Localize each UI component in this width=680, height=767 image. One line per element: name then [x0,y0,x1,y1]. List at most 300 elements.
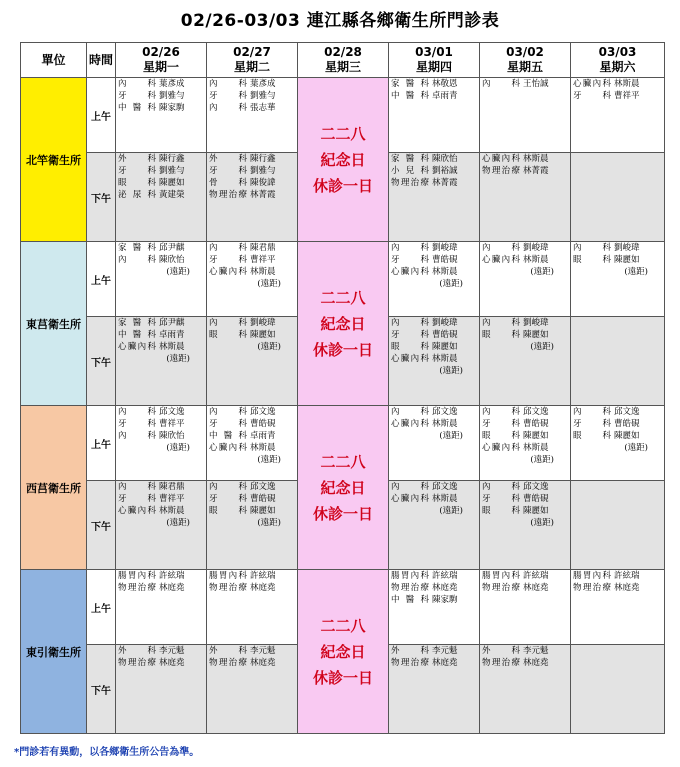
doctor-entry [207,505,297,517]
department: 外 科 [482,646,520,656]
department: 內 科 [209,407,247,417]
doctor-name: 林庭堯 [614,583,640,593]
schedule-cell [389,242,480,317]
doctor-name: 陳麗如 [523,506,549,516]
department: 內 科 [209,318,247,328]
department: 外 科 [209,646,247,656]
department: 內 科 [482,482,520,492]
doctor-name: 葉彥成 [159,79,185,89]
department: 外 科 [118,154,156,164]
holiday-text: 休診一日 [312,340,373,359]
doctor-name: 林斯晨 [250,267,276,277]
doctor-name: 李元魁 [523,646,549,656]
doctor-entry [480,242,570,254]
doctor-entry [480,505,570,517]
doctor-entry [389,242,479,254]
schedule-cell [207,570,298,645]
doctor-entry [389,266,479,278]
doctor-entry [389,78,479,90]
day-header [480,43,571,78]
department: 內 科 [118,407,156,417]
department: 物 理 治 療 [482,583,520,593]
doctor-entry [389,254,479,266]
doctor-name: 陳行鑫 [250,154,276,164]
department: 物 理 治 療 [209,583,247,593]
department: 物 理 治 療 [573,583,611,593]
schedule-cell [571,481,665,570]
doctor-entry [207,317,297,329]
doctor-name: 陳麗如 [432,342,458,352]
time-slot-label: 下午 [87,153,116,242]
schedule-cell [480,242,571,317]
doctor-name: 林斯晨 [159,506,185,516]
schedule-cell [480,153,571,242]
department: 牙 科 [118,494,156,504]
department: 牙 科 [209,419,247,429]
holiday-cell [298,78,389,242]
holiday-text: 休診一日 [312,668,373,687]
doctor-entry [207,442,297,454]
department: 內 科 [482,79,520,89]
page-title: 02/26-03/03 連江縣各鄉衛生所門診表 [180,11,500,31]
doctor-entry [389,570,479,582]
doctor-name: 劉雅勻 [250,166,276,176]
doctor-name: 陳家駒 [432,595,458,605]
unit-name: 東引衛生所 [21,570,87,734]
doctor-entry [207,102,297,114]
doctor-name: 邱文逸 [250,407,276,417]
department: 內 科 [118,482,156,492]
holiday-text: 二二八 [320,288,366,307]
department: 心 臟 內 科 [118,342,156,352]
schedule-cell [207,78,298,153]
department: 物 理 治 療 [209,658,247,668]
schedule-cell [116,242,207,317]
doctor-entry [571,254,664,266]
doctor-entry [116,418,206,430]
schedule-cell [480,570,571,645]
day-header [116,43,207,78]
doctor-entry [116,78,206,90]
department: 中 醫 科 [118,330,156,340]
remote-note: (遠距) [166,354,190,364]
holiday-text: 休診一日 [312,176,373,195]
doctor-name: 曹皓硯 [523,494,549,504]
time-slot-label: 下午 [87,481,116,570]
doctor-entry [389,645,479,657]
unit-name: 西莒衛生所 [21,406,87,570]
doctor-name: 林斯晨 [614,79,640,89]
doctor-name: 曹皓硯 [250,494,276,504]
doctor-name: 黃建榮 [159,190,185,200]
remote-note: (遠距) [257,455,281,465]
schedule-cell [389,570,480,645]
doctor-entry [389,582,479,594]
department: 牙 科 [209,255,247,265]
schedule-cell [480,78,571,153]
schedule-cell [571,570,665,645]
department: 腸 胃 內 科 [118,571,156,581]
department: 牙 科 [573,419,611,429]
department: 物 理 治 療 [391,658,429,668]
doctor-name: 邱文逸 [432,407,458,417]
schedule-cell [480,481,571,570]
department: 物 理 治 療 [391,178,429,188]
doctor-name: 曹祥平 [250,255,276,265]
doctor-entry [389,493,479,505]
doctor-entry [571,78,664,90]
schedule-cell [571,242,665,317]
holiday-text: 二二八 [320,452,366,471]
doctor-name: 陳麗如 [523,330,549,340]
doctor-name: 曹祥平 [614,91,640,101]
footnote: *門診若有異動，以各鄉衛生所公告為準。 [14,747,200,758]
doctor-name: 許絃瑞 [159,571,185,581]
doctor-name: 曹皓硯 [432,255,458,265]
day-weekday: 星期二 [233,60,270,74]
doctor-entry [116,481,206,493]
day-header [571,43,665,78]
doctor-name: 林斯晨 [159,342,185,352]
department: 心 臟 內 科 [391,419,429,429]
department: 牙 科 [391,255,429,265]
doctor-name: 林庭堯 [250,583,276,593]
doctor-entry [207,657,297,669]
doctor-name: 邱文逸 [432,482,458,492]
doctor-name: 林庭堯 [159,658,185,668]
doctor-entry [207,430,297,442]
schedule-cell [389,406,480,481]
remote-note: (遠距) [439,506,463,516]
day-date: 03/02 [506,45,544,59]
day-date: 03/03 [598,45,637,59]
doctor-name: 劉峻瑋 [523,318,549,328]
doctor-entry [389,341,479,353]
doctor-entry [116,657,206,669]
doctor-name: 林菁霞 [250,190,276,200]
schedule-cell [207,481,298,570]
day-header [389,43,480,78]
doctor-entry [571,570,664,582]
doctor-name: 陳麗如 [250,330,276,340]
schedule-cell [571,78,665,153]
doctor-name: 林庭堯 [432,658,458,668]
holiday-cell [298,242,389,406]
doctor-name: 葉彥成 [250,79,276,89]
schedule-row-am [21,78,665,153]
department: 眼 科 [118,178,156,188]
doctor-entry [389,317,479,329]
doctor-name: 林敬恩 [432,79,458,89]
department: 內 科 [482,318,520,328]
department: 眼 科 [209,506,247,516]
department: 中 醫 科 [391,91,429,101]
doctor-entry [116,493,206,505]
department: 心 臟 內 科 [209,443,247,453]
schedule-cell [207,317,298,406]
doctor-entry [116,430,206,442]
doctor-entry [207,418,297,430]
day-date: 03/01 [415,45,453,59]
schedule-cell [389,78,480,153]
department: 眼 科 [209,330,247,340]
schedule-cell [207,242,298,317]
doctor-entry [480,329,570,341]
schedule-cell [389,645,480,734]
doctor-name: 卓雨青 [250,431,276,441]
doctor-name: 卓雨青 [159,330,185,340]
schedule-cell [116,78,207,153]
department: 家 醫 科 [391,79,429,89]
day-date: 02/26 [142,45,180,59]
doctor-entry [480,481,570,493]
department: 物 理 治 療 [209,190,247,200]
schedule-cell [207,645,298,734]
department: 牙 科 [209,91,247,101]
doctor-name: 劉峻瑋 [614,243,640,253]
doctor-name: 陳君鼎 [250,243,276,253]
schedule-cell [571,406,665,481]
doctor-name: 陳行鑫 [159,154,185,164]
doctor-entry [389,153,479,165]
doctor-name: 林斯晨 [432,267,458,277]
doctor-entry [571,406,664,418]
department: 牙 科 [118,91,156,101]
doctor-name: 邱尹麒 [159,318,185,328]
doctor-name: 劉峻瑋 [250,318,276,328]
doctor-name: 林斯晨 [523,255,549,265]
doctor-name: 曹皓硯 [432,330,458,340]
unit-name: 東莒衛生所 [21,242,87,406]
doctor-entry [571,418,664,430]
doctor-name: 許絃瑞 [523,571,549,581]
schedule-cell [116,406,207,481]
remote-note: (遠距) [166,518,190,528]
doctor-name: 邱文逸 [614,407,640,417]
remote-note: (遠距) [624,267,648,277]
department: 腸 胃 內 科 [573,571,611,581]
schedule-cell [207,406,298,481]
doctor-name: 陳俊諱 [250,178,276,188]
doctor-entry [207,78,297,90]
department: 家 醫 科 [118,243,156,253]
doctor-entry [207,266,297,278]
doctor-name: 陳欣怡 [159,255,185,265]
schedule-row-am [21,406,665,481]
department: 心 臟 內 科 [391,494,429,504]
department: 內 科 [209,482,247,492]
doctor-entry [116,329,206,341]
time-slot-label: 上午 [87,570,116,645]
doctor-name: 劉峻瑋 [432,318,458,328]
remote-note: (遠距) [257,518,281,528]
doctor-name: 曹皓硯 [614,419,640,429]
doctor-name: 林斯晨 [250,443,276,453]
department: 牙 科 [573,91,611,101]
department: 物 理 治 療 [391,583,429,593]
doctor-name: 曹皓硯 [523,419,549,429]
doctor-name: 李元魁 [250,646,276,656]
doctor-entry [116,645,206,657]
doctor-name: 劉峻瑋 [432,243,458,253]
remote-note: (遠距) [439,431,463,441]
doctor-entry [116,90,206,102]
holiday-text: 紀念日 [320,314,366,333]
doctor-entry [571,582,664,594]
department: 心 臟 內 科 [482,255,520,265]
doctor-entry [207,242,297,254]
doctor-name: 李元魁 [159,646,185,656]
department: 內 科 [209,79,247,89]
department: 眼 科 [573,255,611,265]
remote-note: (遠距) [166,267,190,277]
doctor-entry [116,242,206,254]
doctor-name: 林庭堯 [523,583,549,593]
doctor-name: 張志華 [250,103,276,113]
department: 牙 科 [118,166,156,176]
remote-note: (遠距) [530,342,554,352]
doctor-entry [207,570,297,582]
schedule-cell [207,153,298,242]
department: 內 科 [118,79,156,89]
holiday-text: 紀念日 [320,478,366,497]
doctor-entry [116,153,206,165]
doctor-name: 林斯晨 [432,419,458,429]
department: 內 科 [209,103,247,113]
department: 心 臟 內 科 [391,354,429,364]
doctor-name: 陳欣怡 [432,154,458,164]
doctor-name: 陳麗如 [614,431,640,441]
department: 家 醫 科 [118,318,156,328]
doctor-name: 曹祥平 [159,494,185,504]
department: 牙 科 [482,419,520,429]
time-slot-label: 上午 [87,406,116,481]
department: 物 理 治 療 [482,658,520,668]
department: 牙 科 [482,494,520,504]
department: 眼 科 [391,342,429,352]
doctor-name: 陳欣怡 [159,431,185,441]
time-slot-label: 下午 [87,317,116,406]
schedule-cell [480,317,571,406]
header-row [21,43,665,78]
department: 眼 科 [482,431,520,441]
clinic-schedule-table [20,42,665,734]
doctor-name: 陳麗如 [159,178,185,188]
department: 腸 胃 內 科 [209,571,247,581]
doctor-entry [207,254,297,266]
doctor-name: 邱文逸 [523,407,549,417]
doctor-entry [480,442,570,454]
doctor-entry [207,582,297,594]
doctor-entry [116,582,206,594]
schedule-cell [116,481,207,570]
department: 眼 科 [482,506,520,516]
department: 牙 科 [209,494,247,504]
department: 家 醫 科 [391,154,429,164]
doctor-name: 陳麗如 [523,431,549,441]
doctor-entry [116,165,206,177]
doctor-entry [480,165,570,177]
doctor-name: 李元魁 [432,646,458,656]
day-weekday: 星期三 [324,60,361,74]
doctor-name: 陳麗如 [250,506,276,516]
holiday-cell [298,570,389,734]
doctor-entry [480,570,570,582]
doctor-entry [207,177,297,189]
doctor-name: 許絃瑞 [614,571,640,581]
department: 小 兒 科 [391,166,429,176]
time-header: 時間 [87,43,116,78]
doctor-entry [207,153,297,165]
doctor-name: 林庭堯 [523,658,549,668]
doctor-entry [480,430,570,442]
schedule-cell [116,317,207,406]
department: 心 臟 內 科 [391,267,429,277]
doctor-entry [116,570,206,582]
schedule-cell [389,481,480,570]
doctor-entry [116,102,206,114]
day-weekday: 星期五 [506,60,543,74]
unit-name: 北竿衛生所 [21,78,87,242]
doctor-name: 林庭堯 [159,583,185,593]
department: 牙 科 [209,166,247,176]
holiday-text: 二二八 [320,124,366,143]
department: 心 臟 內 科 [209,267,247,277]
department: 外 科 [118,646,156,656]
doctor-entry [389,165,479,177]
doctor-name: 邱文逸 [250,482,276,492]
remote-note: (遠距) [530,455,554,465]
doctor-entry [389,353,479,365]
doctor-entry [480,657,570,669]
doctor-name: 劉雅勻 [250,91,276,101]
doctor-entry [571,242,664,254]
doctor-entry [389,177,479,189]
schedule-cell [116,153,207,242]
doctor-name: 林斯晨 [523,443,549,453]
doctor-name: 劉峻瑋 [523,243,549,253]
doctor-entry [116,177,206,189]
schedule-cell [571,153,665,242]
doctor-entry [571,430,664,442]
doctor-name: 邱文逸 [159,407,185,417]
day-weekday: 星期四 [415,60,452,74]
remote-note: (遠距) [166,443,190,453]
holiday-text: 紀念日 [320,150,366,169]
doctor-entry [207,493,297,505]
doctor-name: 林菁霞 [432,178,458,188]
department: 中 醫 科 [391,595,429,605]
doctor-entry [480,317,570,329]
doctor-entry [207,481,297,493]
doctor-name: 邱尹麒 [159,243,185,253]
schedule-row-am [21,570,665,645]
doctor-name: 王怡誠 [523,79,549,89]
doctor-entry [116,406,206,418]
doctor-entry [116,505,206,517]
remote-note: (遠距) [257,279,281,289]
doctor-entry [480,645,570,657]
unit-header: 單位 [21,43,87,78]
remote-note: (遠距) [530,267,554,277]
doctor-entry [389,481,479,493]
department: 物 理 治 療 [118,583,156,593]
department: 牙 科 [391,330,429,340]
department: 外 科 [209,154,247,164]
department: 眼 科 [482,330,520,340]
remote-note: (遠距) [624,443,648,453]
doctor-entry [480,406,570,418]
